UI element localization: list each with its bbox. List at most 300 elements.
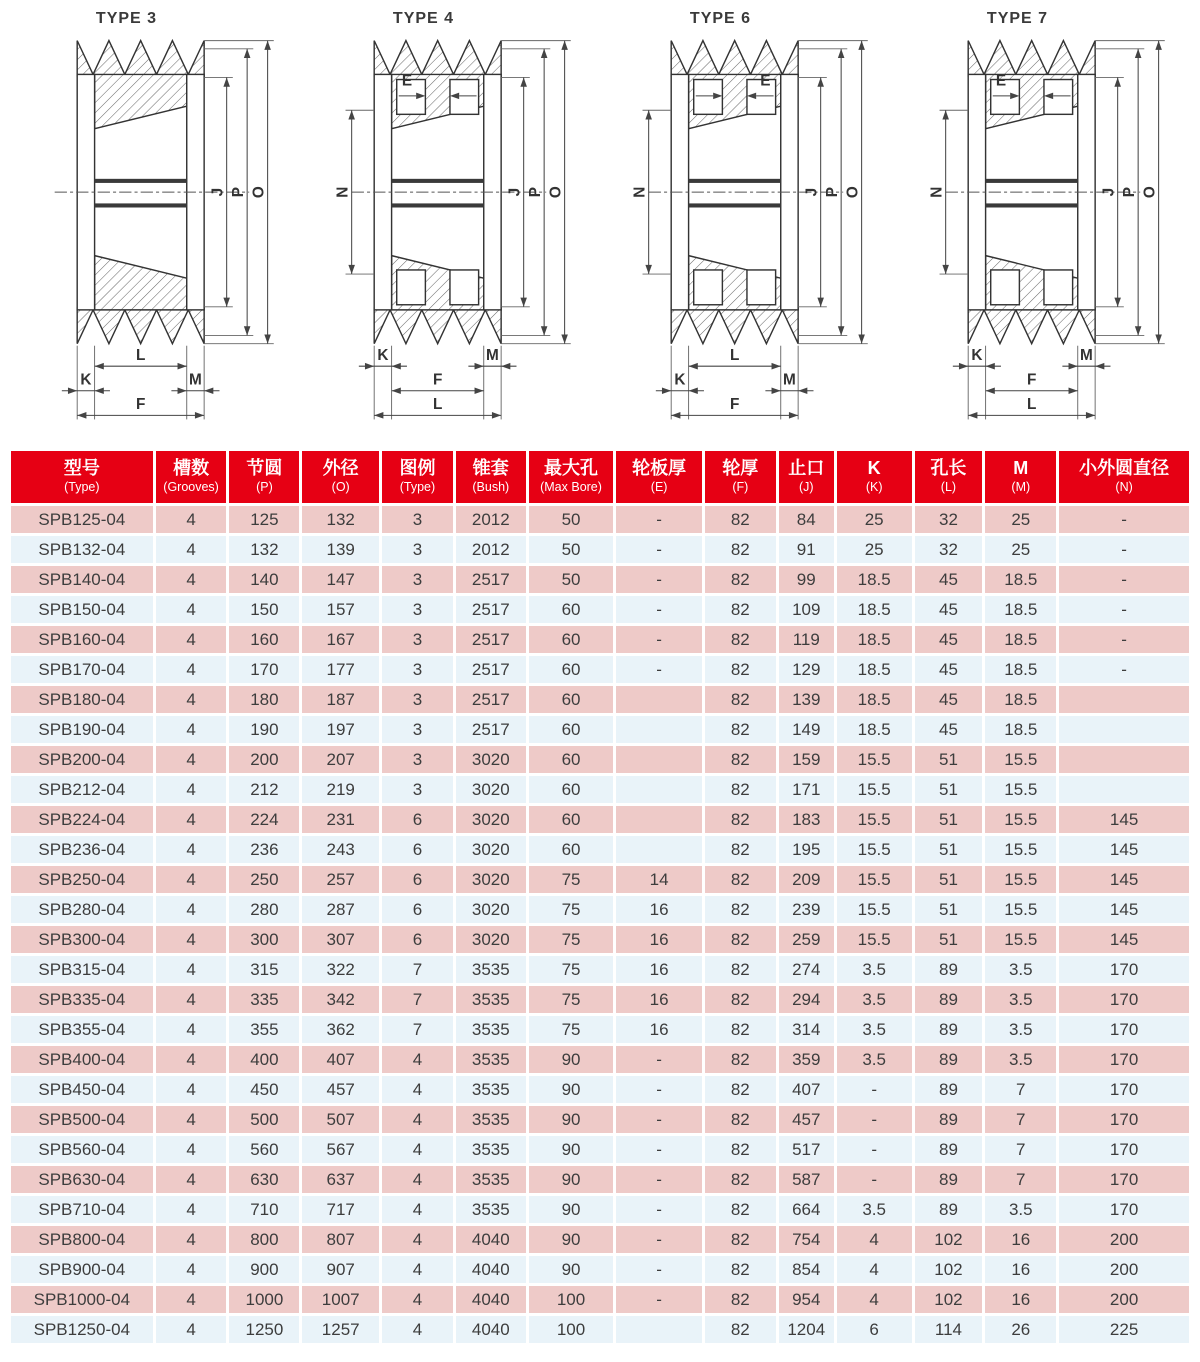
table-cell: 7	[381, 985, 455, 1015]
table-cell: -	[835, 1135, 913, 1165]
table-cell: 280	[228, 895, 301, 925]
table-cell	[1058, 685, 1191, 715]
table-cell: SPB170-04	[10, 655, 155, 685]
table-cell: 900	[228, 1255, 301, 1285]
table-cell: 6	[381, 895, 455, 925]
dim-label-M: M	[1079, 347, 1093, 365]
table-cell: 119	[777, 625, 835, 655]
table-cell: 800	[228, 1225, 301, 1255]
table-cell: 954	[777, 1285, 835, 1315]
table-cell: 239	[777, 895, 835, 925]
table-cell: 4040	[454, 1225, 527, 1255]
table-cell: 18.5	[984, 595, 1058, 625]
table-cell: 2517	[454, 685, 527, 715]
table-cell: -	[615, 625, 704, 655]
table-cell: 4	[154, 655, 228, 685]
table-cell: 4	[381, 1255, 455, 1285]
table-cell: 322	[301, 955, 381, 985]
dim-label-K: K	[970, 347, 982, 365]
table-cell: SPB800-04	[10, 1225, 155, 1255]
table-cell: 60	[527, 655, 615, 685]
table-cell: -	[615, 565, 704, 595]
table-cell: 3.5	[984, 1045, 1058, 1075]
table-cell: 4	[154, 775, 228, 805]
table-cell: SPB125-04	[10, 505, 155, 535]
table-cell: 4	[835, 1225, 913, 1255]
table-cell: -	[615, 1105, 704, 1135]
column-header: 锥套 (Bush)	[454, 450, 527, 505]
table-cell: 359	[777, 1045, 835, 1075]
table-cell: 2517	[454, 655, 527, 685]
table-cell: 90	[527, 1135, 615, 1165]
column-header: 节圆 (P)	[228, 450, 301, 505]
table-cell: 3.5	[835, 1195, 913, 1225]
table-cell: 89	[913, 985, 984, 1015]
table-cell: SPB236-04	[10, 835, 155, 865]
table-cell: 3020	[454, 835, 527, 865]
table-cell: 145	[1058, 805, 1191, 835]
table-cell: 171	[777, 775, 835, 805]
table-row	[10, 1195, 1191, 1225]
table-cell: -	[1058, 595, 1191, 625]
table-cell: 82	[703, 865, 777, 895]
table-cell: 82	[703, 1045, 777, 1075]
table-cell: -	[1058, 535, 1191, 565]
table-cell: 89	[913, 1105, 984, 1135]
table-cell: 4	[154, 745, 228, 775]
table-cell: 18.5	[984, 565, 1058, 595]
table-cell: 4	[154, 805, 228, 835]
table-cell: 82	[703, 1165, 777, 1195]
table-cell: 150	[228, 595, 301, 625]
pulley-diagrams	[0, 0, 1200, 446]
table-cell: 82	[703, 835, 777, 865]
table-cell: 4	[154, 835, 228, 865]
table-cell: -	[615, 1195, 704, 1225]
table-cell: 355	[228, 1015, 301, 1045]
table-row	[10, 565, 1191, 595]
table-cell: -	[615, 1285, 704, 1315]
table-cell: 4	[381, 1315, 455, 1345]
table-cell: 4	[381, 1135, 455, 1165]
table-row	[10, 865, 1191, 895]
table-cell: 4	[381, 1195, 455, 1225]
table-cell: 3	[381, 565, 455, 595]
table-cell: 3	[381, 625, 455, 655]
table-row	[10, 955, 1191, 985]
table-cell: 139	[777, 685, 835, 715]
table-cell: SPB560-04	[10, 1135, 155, 1165]
dim-label-E: E	[759, 72, 770, 90]
column-header: 轮厚 (F)	[703, 450, 777, 505]
table-cell: 4040	[454, 1285, 527, 1315]
table-cell: 82	[703, 925, 777, 955]
table-cell: 159	[777, 745, 835, 775]
table-cell: 45	[913, 625, 984, 655]
table-cell: 180	[228, 685, 301, 715]
table-cell: -	[615, 535, 704, 565]
table-cell: 15.5	[984, 835, 1058, 865]
dim-label-J: J	[506, 187, 524, 197]
table-cell: 51	[913, 775, 984, 805]
table-row	[10, 655, 1191, 685]
table-cell: 15.5	[835, 835, 913, 865]
table-cell: 91	[777, 535, 835, 565]
table-cell: 51	[913, 925, 984, 955]
table-cell: 4	[154, 1285, 228, 1315]
table-cell: 3535	[454, 1135, 527, 1165]
table-row	[10, 805, 1191, 835]
table-cell: 75	[527, 1015, 615, 1045]
table-cell: SPB140-04	[10, 565, 155, 595]
table-cell: 4	[154, 985, 228, 1015]
table-header-row	[10, 450, 1191, 505]
table-cell: 560	[228, 1135, 301, 1165]
table-cell: 145	[1058, 895, 1191, 925]
table-cell: 82	[703, 1135, 777, 1165]
table-cell	[615, 805, 704, 835]
table-cell: 335	[228, 985, 301, 1015]
table-cell: 170	[1058, 1105, 1191, 1135]
table-cell	[615, 775, 704, 805]
table-cell: 89	[913, 1015, 984, 1045]
table-cell: 342	[301, 985, 381, 1015]
dim-label-N: N	[928, 186, 946, 198]
table-row	[10, 925, 1191, 955]
table-cell: 236	[228, 835, 301, 865]
table-cell: 16	[984, 1225, 1058, 1255]
table-cell: 4	[154, 1135, 228, 1165]
table-cell: 3535	[454, 1105, 527, 1135]
table-cell: 231	[301, 805, 381, 835]
table-cell: 457	[301, 1075, 381, 1105]
table-cell: 200	[1058, 1225, 1191, 1255]
table-cell: 2517	[454, 565, 527, 595]
table-cell: SPB710-04	[10, 1195, 155, 1225]
table-cell: SPB355-04	[10, 1015, 155, 1045]
table-cell: SPB900-04	[10, 1255, 155, 1285]
table-row	[10, 985, 1191, 1015]
diagram-title: TYPE 6	[689, 10, 752, 27]
table-cell: 18.5	[835, 655, 913, 685]
table-cell: 3535	[454, 1165, 527, 1195]
table-cell: 219	[301, 775, 381, 805]
table-cell: 125	[228, 505, 301, 535]
pulley-drawing	[323, 28, 581, 430]
column-header: 型号 (Type)	[10, 450, 155, 505]
table-cell: 259	[777, 925, 835, 955]
table-cell: 4	[154, 925, 228, 955]
table-cell: 3.5	[835, 1045, 913, 1075]
table-cell: 60	[527, 805, 615, 835]
table-cell: 18.5	[984, 655, 1058, 685]
table-cell: 82	[703, 1315, 777, 1345]
table-cell: 6	[381, 805, 455, 835]
table-cell: 854	[777, 1255, 835, 1285]
table-cell: 7	[381, 1015, 455, 1045]
table-cell: 89	[913, 1165, 984, 1195]
table-cell: SPB500-04	[10, 1105, 155, 1135]
table-cell: SPB190-04	[10, 715, 155, 745]
table-cell	[615, 715, 704, 745]
table-cell: -	[1058, 625, 1191, 655]
table-row	[10, 1255, 1191, 1285]
table-cell: 457	[777, 1105, 835, 1135]
table-cell: 170	[1058, 1135, 1191, 1165]
table-cell: 4	[381, 1075, 455, 1105]
table-cell: 6	[835, 1315, 913, 1345]
table-cell: -	[835, 1165, 913, 1195]
table-cell: 60	[527, 745, 615, 775]
dim-label-K: K	[79, 371, 91, 389]
table-cell: -	[1058, 565, 1191, 595]
table-cell: -	[835, 1105, 913, 1135]
table-cell: 4	[381, 1285, 455, 1315]
table-cell: 200	[1058, 1285, 1191, 1315]
table-cell: 3020	[454, 805, 527, 835]
table-cell: 4	[381, 1165, 455, 1195]
table-cell: 4	[381, 1045, 455, 1075]
table-cell: 82	[703, 1285, 777, 1315]
table-cell: 407	[777, 1075, 835, 1105]
table-cell: 3.5	[984, 985, 1058, 1015]
table-cell: 90	[527, 1045, 615, 1075]
table-cell: 4	[154, 1195, 228, 1225]
dim-label-E: E	[401, 72, 412, 90]
table-cell: 4	[154, 1105, 228, 1135]
table-cell: 3	[381, 505, 455, 535]
pulley-diagram-type-4	[303, 4, 600, 430]
table-cell: 170	[1058, 955, 1191, 985]
column-header: K (K)	[835, 450, 913, 505]
table-cell: -	[615, 1045, 704, 1075]
table-cell: 3020	[454, 925, 527, 955]
table-cell: 32	[913, 535, 984, 565]
table-cell: 225	[1058, 1315, 1191, 1345]
table-cell: 82	[703, 775, 777, 805]
table-cell: 16	[615, 1015, 704, 1045]
table-cell: 212	[228, 775, 301, 805]
table-cell: 90	[527, 1165, 615, 1195]
table-cell: 15.5	[984, 895, 1058, 925]
table-cell: 25	[984, 535, 1058, 565]
table-cell	[1058, 745, 1191, 775]
spec-table	[8, 448, 1192, 1346]
table-cell: 7	[984, 1135, 1058, 1165]
table-cell: 4	[154, 565, 228, 595]
table-cell: 3020	[454, 745, 527, 775]
table-cell: 3535	[454, 1045, 527, 1075]
column-header: 图例 (Type)	[381, 450, 455, 505]
table-cell: 157	[301, 595, 381, 625]
table-cell: 3.5	[835, 1015, 913, 1045]
table-cell: 6	[381, 835, 455, 865]
table-cell: 7	[984, 1165, 1058, 1195]
table-cell: 4040	[454, 1255, 527, 1285]
table-cell: 82	[703, 1225, 777, 1255]
table-cell: 190	[228, 715, 301, 745]
table-cell: 16	[615, 925, 704, 955]
table-cell: 4	[154, 595, 228, 625]
pulley-diagram-type-7	[897, 4, 1194, 430]
table-cell	[1058, 775, 1191, 805]
table-cell: 2517	[454, 625, 527, 655]
table-cell	[1058, 715, 1191, 745]
table-cell: 132	[301, 505, 381, 535]
table-cell: 75	[527, 895, 615, 925]
dim-label-P: P	[229, 187, 247, 198]
table-cell: 1250	[228, 1315, 301, 1345]
table-cell: 16	[615, 985, 704, 1015]
table-cell: 587	[777, 1165, 835, 1195]
table-cell: 89	[913, 955, 984, 985]
diagram-title: TYPE 3	[95, 10, 158, 27]
table-cell: 45	[913, 715, 984, 745]
dim-label-F: F	[432, 371, 442, 389]
table-cell: 170	[1058, 1015, 1191, 1045]
table-cell: 200	[1058, 1255, 1191, 1285]
column-header: 外径 (O)	[301, 450, 381, 505]
table-cell: 25	[835, 535, 913, 565]
table-cell: 4	[381, 1105, 455, 1135]
table-cell: 224	[228, 805, 301, 835]
table-cell: 114	[913, 1315, 984, 1345]
table-cell: SPB1250-04	[10, 1315, 155, 1345]
table-row	[10, 775, 1191, 805]
dim-label-L: L	[1026, 396, 1036, 414]
table-cell: 51	[913, 895, 984, 925]
table-cell: 75	[527, 955, 615, 985]
table-cell: 3	[381, 745, 455, 775]
table-cell: -	[615, 505, 704, 535]
table-cell: 170	[228, 655, 301, 685]
table-cell: 1000	[228, 1285, 301, 1315]
table-cell: 3020	[454, 775, 527, 805]
table-cell: 18.5	[835, 715, 913, 745]
table-cell: 90	[527, 1255, 615, 1285]
table-cell: SPB280-04	[10, 895, 155, 925]
table-cell: 807	[301, 1225, 381, 1255]
table-cell	[615, 1315, 704, 1345]
table-cell: -	[615, 595, 704, 625]
table-cell: 82	[703, 745, 777, 775]
table-cell: 14	[615, 865, 704, 895]
table-cell: 89	[913, 1075, 984, 1105]
table-row	[10, 1315, 1191, 1345]
table-cell: SPB180-04	[10, 685, 155, 715]
column-header: 槽数 (Grooves)	[154, 450, 228, 505]
table-cell: SPB132-04	[10, 535, 155, 565]
table-cell: 710	[228, 1195, 301, 1225]
table-cell: 50	[527, 505, 615, 535]
table-row	[10, 505, 1191, 535]
table-cell: 400	[228, 1045, 301, 1075]
table-cell: 16	[984, 1285, 1058, 1315]
table-cell: SPB450-04	[10, 1075, 155, 1105]
dim-label-E: E	[995, 72, 1006, 90]
table-cell: 82	[703, 565, 777, 595]
table-cell: 207	[301, 745, 381, 775]
table-cell: 18.5	[835, 595, 913, 625]
table-cell: 6	[381, 925, 455, 955]
table-cell: 100	[527, 1285, 615, 1315]
table-cell: 754	[777, 1225, 835, 1255]
pulley-drawing	[917, 28, 1175, 430]
table-cell: 15.5	[984, 745, 1058, 775]
dim-label-L: L	[135, 347, 145, 365]
dim-label-M: M	[485, 347, 499, 365]
table-cell: 82	[703, 1195, 777, 1225]
table-cell: 15.5	[835, 895, 913, 925]
table-cell: 82	[703, 1255, 777, 1285]
table-cell: 717	[301, 1195, 381, 1225]
table-row	[10, 1135, 1191, 1165]
table-cell: 82	[703, 685, 777, 715]
table-cell: 82	[703, 895, 777, 925]
table-cell: 167	[301, 625, 381, 655]
table-cell: 75	[527, 925, 615, 955]
table-cell: 907	[301, 1255, 381, 1285]
dim-label-O: O	[547, 186, 565, 199]
table-cell: 82	[703, 655, 777, 685]
table-cell: 139	[301, 535, 381, 565]
table-cell: 82	[703, 985, 777, 1015]
table-row	[10, 1105, 1191, 1135]
table-cell: 3535	[454, 1075, 527, 1105]
table-cell: SPB315-04	[10, 955, 155, 985]
table-cell: 362	[301, 1015, 381, 1045]
table-cell: 3	[381, 685, 455, 715]
table-cell: 4	[154, 895, 228, 925]
table-cell: 16	[984, 1255, 1058, 1285]
table-cell: 4	[835, 1255, 913, 1285]
table-cell: 637	[301, 1165, 381, 1195]
table-cell	[615, 835, 704, 865]
dim-label-F: F	[1026, 371, 1036, 389]
table-cell: 60	[527, 715, 615, 745]
dim-label-N: N	[631, 186, 649, 198]
table-cell: 140	[228, 565, 301, 595]
table-cell: 15.5	[835, 865, 913, 895]
table-cell: 84	[777, 505, 835, 535]
table-cell: 4	[154, 1165, 228, 1195]
table-cell: 274	[777, 955, 835, 985]
table-cell: 82	[703, 535, 777, 565]
table-cell: 4	[154, 625, 228, 655]
table-cell: 664	[777, 1195, 835, 1225]
table-cell: 51	[913, 745, 984, 775]
table-cell: 60	[527, 775, 615, 805]
table-cell: 4	[381, 1225, 455, 1255]
table-cell: 45	[913, 655, 984, 685]
table-cell: 4	[154, 1075, 228, 1105]
table-cell: 51	[913, 865, 984, 895]
table-cell: -	[615, 655, 704, 685]
table-cell: 102	[913, 1225, 984, 1255]
table-cell: 630	[228, 1165, 301, 1195]
table-cell: 15.5	[984, 805, 1058, 835]
table-cell: -	[615, 1165, 704, 1195]
table-cell: 3.5	[835, 985, 913, 1015]
table-cell: 82	[703, 595, 777, 625]
table-cell: 294	[777, 985, 835, 1015]
table-cell: 3	[381, 715, 455, 745]
table-cell: 315	[228, 955, 301, 985]
table-cell: SPB160-04	[10, 625, 155, 655]
pulley-drawing	[26, 28, 284, 430]
table-cell: 4	[154, 955, 228, 985]
table-cell: 89	[913, 1135, 984, 1165]
